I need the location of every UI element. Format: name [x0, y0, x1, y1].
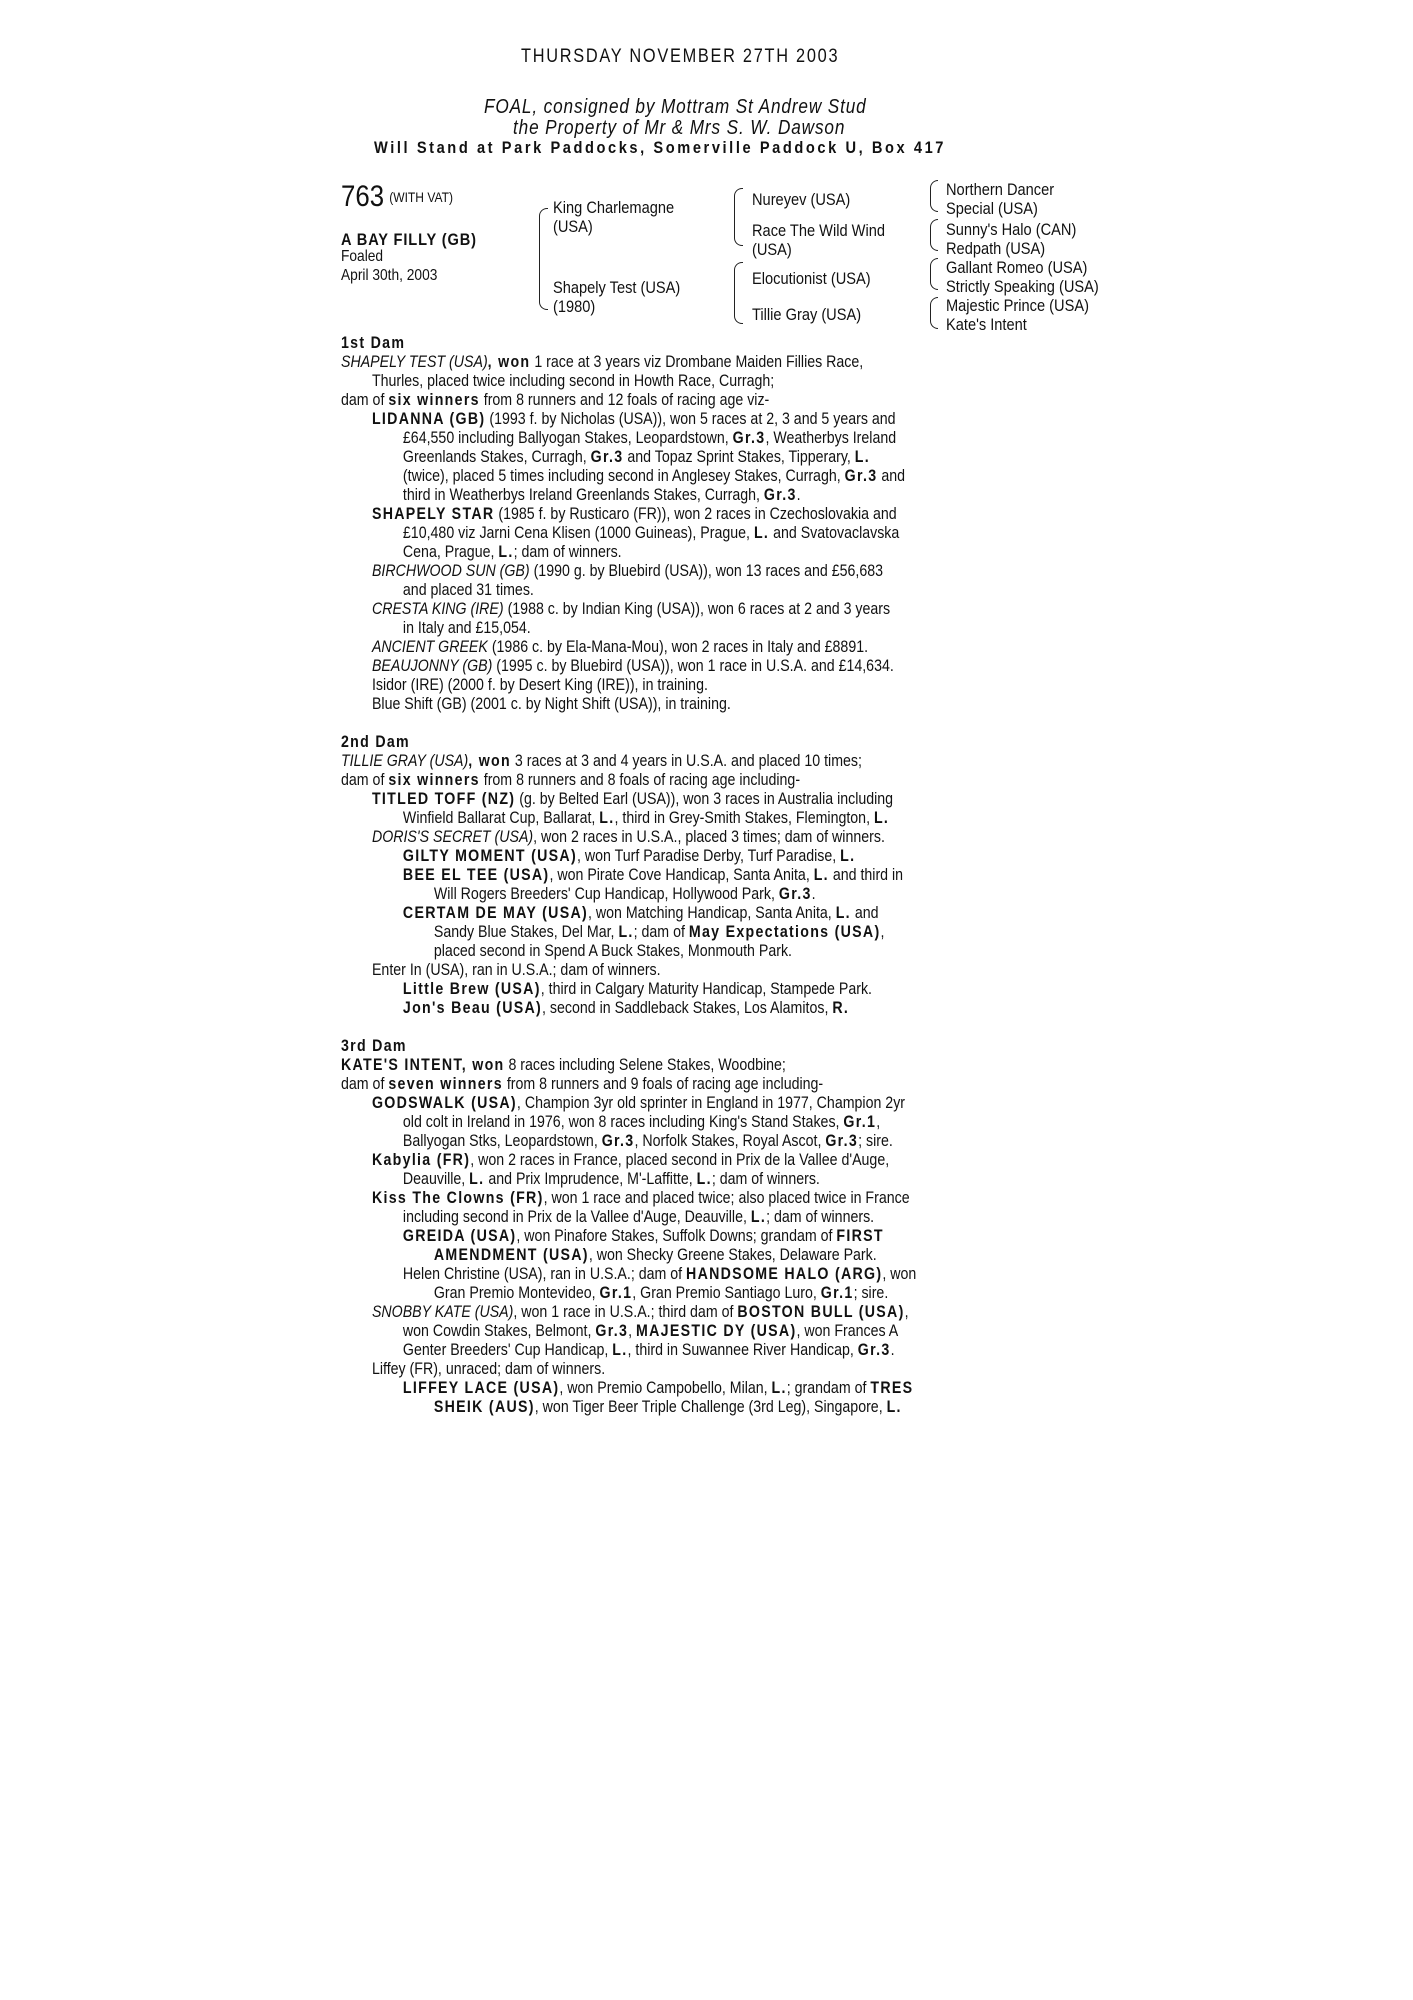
section-heading: 2nd Dam — [341, 733, 410, 751]
text-line: Little Brew (USA), third in Calgary Maturity Handicap, Stampede Park. — [402, 980, 872, 998]
text-line: Thurles, placed twice including second in Howth Race, Curragh; — [371, 372, 775, 390]
text-line: CERTAM DE MAY (USA), won Matching Handicap, Santa Anita, L. and — [402, 904, 879, 922]
text-line: £10,480 viz Jarni Cena Klisen (1000 Guineas), Prague, L. and Svatovaclavska — [402, 524, 900, 542]
pedigree-ancestor: Majestic Prince (USA) — [946, 296, 1089, 315]
text-line: CRESTA KING (IRE) (1988 c. by Indian King (USA)), won 6 races at 2 and 3 years — [371, 600, 891, 618]
text-line: dam of seven winners from 8 runners and 9 foals of racing age including- — [341, 1075, 824, 1093]
sale-date: THURSDAY NOVEMBER 27TH 2003 — [521, 46, 840, 67]
text-line: Enter In (USA), ran in U.S.A.; dam of winners. — [371, 961, 661, 979]
text-line: LIDANNA (GB) (1993 f. by Nicholas (USA)), won 5 races at 2, 3 and 5 years and — [371, 410, 896, 428]
vat-note: (WITH VAT) — [389, 189, 453, 205]
text-line: BEAUJONNY (GB) (1995 c. by Bluebird (USA)), won 1 race in U.S.A. and £14,634. — [371, 657, 894, 675]
text-line: ANCIENT GREEK (1986 c. by Ela-Mana-Mou), won 2 races in Italy and £8891. — [371, 638, 869, 656]
property-line: the Property of Mr & Mrs S. W. Dawson — [513, 117, 846, 139]
text-line: LIFFEY LACE (USA), won Premio Campobello, Milan, L.; grandam of TRES — [402, 1379, 914, 1397]
foaled-date: April 30th, 2003 — [341, 267, 438, 284]
pedigree-brace — [930, 258, 938, 290]
text-line: Kiss The Clowns (FR), won 1 race and placed twice; also placed twice in France — [371, 1189, 910, 1207]
text-line: (twice), placed 5 times including second in Anglesey Stakes, Curragh, Gr.3 and — [402, 467, 906, 485]
text-line: Winfield Ballarat Cup, Ballarat, L., third in Grey-Smith Stakes, Flemington, L. — [402, 809, 890, 827]
section-heading: 1st Dam — [341, 334, 406, 352]
text-line: KATE'S INTENT, won 8 races including Selene Stakes, Woodbine; — [341, 1056, 786, 1074]
section-heading: 3rd Dam — [341, 1037, 407, 1055]
pedigree-ancestor: Strictly Speaking (USA) — [946, 277, 1099, 296]
pedigree-sire-sire: Nureyev (USA) — [752, 190, 851, 209]
text-line: Kabylia (FR), won 2 races in France, placed second in Prix de la Vallee d'Auge, — [371, 1151, 890, 1169]
text-line: won Cowdin Stakes, Belmont, Gr.3, MAJESTIC DY (USA), won Frances A — [402, 1322, 899, 1340]
text-line: Genter Breeders' Cup Handicap, L., third in Suwannee River Handicap, Gr.3. — [402, 1341, 895, 1359]
text-line: GREIDA (USA), won Pinafore Stakes, Suffolk Downs; grandam of FIRST — [402, 1227, 884, 1245]
text-line: BIRCHWOOD SUN (GB) (1990 g. by Bluebird (USA)), won 13 races and £56,683 — [371, 562, 884, 580]
text-line: GODSWALK (USA), Champion 3yr old sprinter in England in 1977, Champion 2yr — [371, 1094, 906, 1112]
pedigree-ancestor: Redpath (USA) — [946, 239, 1046, 258]
text-line: placed second in Spend A Buck Stakes, Monmouth Park. — [433, 942, 793, 960]
text-line: dam of six winners from 8 runners and 12 foals of racing age viz- — [341, 391, 770, 409]
text-line: Sandy Blue Stakes, Del Mar, L.; dam of May Expectations (USA), — [433, 923, 885, 941]
text-line: in Italy and £15,054. — [402, 619, 531, 637]
text-line: dam of six winners from 8 runners and 8 foals of racing age including- — [341, 771, 801, 789]
lot-number: 763 (WITH VAT) — [341, 180, 453, 213]
pedigree-dam: Shapely Test (USA) (1980) — [553, 278, 681, 316]
lot-description: A BAY FILLY (GB) — [341, 230, 477, 249]
produce-record — [341, 334, 1101, 1417]
foaled-label: Foaled — [341, 248, 384, 265]
text-line: Ballyogan Stks, Leopardstown, Gr.3, Norfolk Stakes, Royal Ascot, Gr.3; sire. — [402, 1132, 893, 1150]
text-line: Cena, Prague, L.; dam of winners. — [402, 543, 622, 561]
pedigree-ancestor: Kate's Intent — [946, 315, 1027, 334]
text-line: Blue Shift (GB) (2001 c. by Night Shift (USA)), in training. — [371, 695, 731, 713]
text-line: TITLED TOFF (NZ) (g. by Belted Earl (USA)), won 3 races in Australia including — [371, 790, 894, 808]
text-line: and placed 31 times. — [402, 581, 534, 599]
text-line: SHEIK (AUS), won Tiger Beer Triple Challenge (3rd Leg), Singapore, L. — [433, 1398, 902, 1416]
text-line: Gran Premio Montevideo, Gr.1, Gran Premio Santiago Luro, Gr.1; sire. — [433, 1284, 889, 1302]
text-line: Helen Christine (USA), ran in U.S.A.; dam of HANDSOME HALO (ARG), won — [402, 1265, 917, 1283]
pedigree-ancestor: Special (USA) — [946, 199, 1038, 218]
text-line: DORIS'S SECRET (USA), won 2 races in U.S.A., placed 3 times; dam of winners. — [371, 828, 885, 846]
pedigree-dam-sire: Elocutionist (USA) — [752, 269, 871, 288]
text-line: £64,550 including Ballyogan Stakes, Leopardstown, Gr.3, Weatherbys Ireland — [402, 429, 897, 447]
text-line: including second in Prix de la Vallee d'Auge, Deauville, L.; dam of winners. — [402, 1208, 875, 1226]
text-line: Isidor (IRE) (2000 f. by Desert King (IRE)), in training. — [371, 676, 708, 694]
text-line: Jon's Beau (USA), second in Saddleback Stakes, Los Alamitos, R. — [402, 999, 850, 1017]
pedigree-ancestor: Sunny's Halo (CAN) — [946, 220, 1077, 239]
text-line: AMENDMENT (USA), won Shecky Greene Stakes, Delaware Park. — [433, 1246, 877, 1264]
text-line: third in Weatherbys Ireland Greenlands Stakes, Curragh, Gr.3. — [402, 486, 801, 504]
pedigree-brace — [539, 208, 548, 310]
pedigree-brace — [930, 219, 938, 251]
text-line: Greenlands Stakes, Curragh, Gr.3 and Topaz Sprint Stakes, Tipperary, L. — [402, 448, 870, 466]
consignor-line: FOAL, consigned by Mottram St Andrew Stud — [484, 96, 867, 118]
pedigree-brace — [734, 188, 743, 246]
pedigree-sire-dam: Race The Wild Wind (USA) — [752, 221, 885, 259]
text-line: SNOBBY KATE (USA), won 1 race in U.S.A.; third dam of BOSTON BULL (USA), — [371, 1303, 909, 1321]
pedigree-dam-dam: Tillie Gray (USA) — [752, 305, 862, 324]
text-line: Deauville, L. and Prix Imprudence, M'-Laffitte, L.; dam of winners. — [402, 1170, 820, 1188]
stand-location: Will Stand at Park Paddocks, Somerville Paddock U, Box 417 — [373, 138, 946, 157]
text-line: SHAPELY TEST (USA), won 1 race at 3 years viz Drombane Maiden Fillies Race, — [341, 353, 864, 371]
text-line: BEE EL TEE (USA), won Pirate Cove Handicap, Santa Anita, L. and third in — [402, 866, 904, 884]
pedigree-ancestor: Northern Dancer — [946, 180, 1055, 199]
text-line: Liffey (FR), unraced; dam of winners. — [371, 1360, 606, 1378]
pedigree-ancestor: Gallant Romeo (USA) — [946, 258, 1088, 277]
text-line: old colt in Ireland in 1976, won 8 races including King's Stand Stakes, Gr.1, — [402, 1113, 881, 1131]
pedigree-brace — [930, 180, 938, 212]
text-line: SHAPELY STAR (1985 f. by Rusticaro (FR)), won 2 races in Czechoslovakia and — [371, 505, 897, 523]
pedigree-brace — [930, 297, 938, 329]
pedigree-sire: King Charlemagne (USA) — [553, 198, 675, 236]
pedigree-brace — [734, 262, 743, 324]
text-line: TILLIE GRAY (USA), won 3 races at 3 and 4 years in U.S.A. and placed 10 times; — [341, 752, 862, 770]
text-line: GILTY MOMENT (USA), won Turf Paradise Derby, Turf Paradise, L. — [402, 847, 856, 865]
text-line: Will Rogers Breeders' Cup Handicap, Hollywood Park, Gr.3. — [433, 885, 816, 903]
